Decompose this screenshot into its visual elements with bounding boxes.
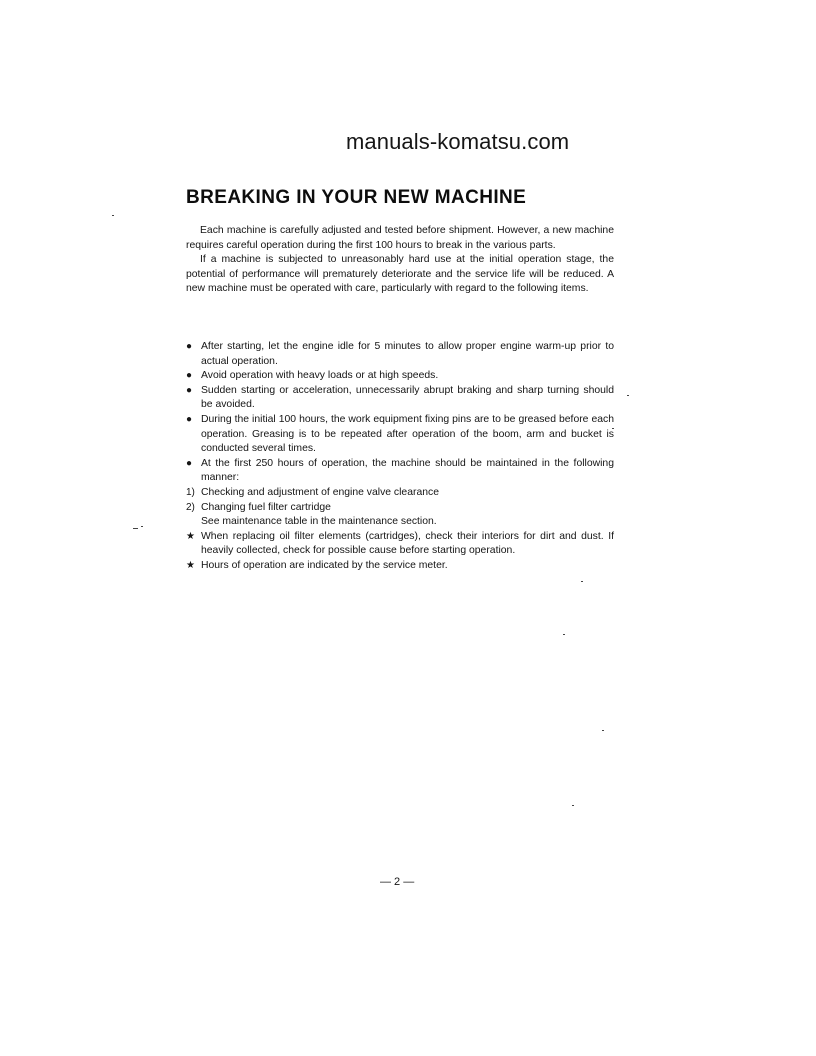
watermark: manuals-komatsu.com (346, 129, 570, 154)
list-item-text: At the first 250 hours of operation, the machine should be maintained in the following manner: (201, 457, 614, 484)
list-item-text: During the initial 100 hours, the work equipment fixing pins are to be greased before each operation. Greasing is to be repeated after operation of the boom, arm and bucket is conducted several times. (201, 413, 614, 455)
list-item-text: Sudden starting or acceleration, unnecessarily abrupt braking and sharp turning should be avoided. (201, 384, 614, 411)
list-item (186, 457, 614, 486)
scan-speck (112, 215, 114, 216)
item-number: 2) (186, 501, 195, 513)
numbered-item (186, 501, 614, 516)
bullet-icon: ● (186, 413, 193, 425)
bullet-icon: ● (186, 370, 193, 382)
intro-section (186, 224, 614, 297)
list-item-text: After starting, let the engine idle for 5 minutes to allow proper engine warm-up prior to actual operation. (201, 341, 614, 367)
scan-speck (141, 526, 143, 527)
scan-speck (581, 581, 583, 582)
intro-paragraph: Each machine is carefully adjusted and tested before shipment. However, a new machine requires careful operation during the first 100 hours to break in the various parts. (186, 225, 614, 251)
break-in-items-list (186, 340, 614, 574)
list-item (186, 340, 614, 369)
list-item (186, 369, 614, 384)
list-item-text: Avoid operation with heavy loads or at high speeds. (201, 370, 439, 382)
scan-speck (602, 730, 604, 731)
bullet-icon: ● (186, 457, 193, 469)
star-note (186, 530, 614, 559)
maintenance-reference-note (186, 515, 614, 530)
list-item-text: Hours of operation are indicated by the service meter. (201, 559, 448, 571)
star-icon: ★ (186, 530, 195, 542)
list-item (186, 413, 614, 457)
bullet-icon: ● (186, 341, 193, 352)
scan-speck (627, 395, 629, 396)
list-item-text: Checking and adjustment of engine valve clearance (201, 486, 439, 498)
bullet-icon: ● (186, 384, 193, 396)
list-item-text: When replacing oil filter elements (cartridges), check their interiors for dirt and dust. If heavily collected, check for possible cause before starting operation. (201, 530, 614, 557)
star-note (186, 559, 614, 574)
page-number: — 2 — (380, 876, 415, 888)
page-title: BREAKING IN YOUR NEW MACHINE (186, 187, 527, 208)
item-number: 1) (186, 486, 195, 498)
list-item-text: See maintenance table in the maintenance section. (201, 516, 437, 528)
numbered-item (186, 486, 614, 501)
scan-speck (563, 634, 565, 635)
scan-speck (572, 805, 574, 806)
list-item (186, 384, 614, 413)
scan-speck (612, 428, 614, 429)
intro-paragraph: If a machine is subjected to unreasonably hard use at the initial operation stage, the potential of performance will prematurely deteriorate and the service life will be reduced. A new machine must be operated with care, particularly with regard to the following items. (186, 254, 614, 295)
list-item-text: Changing fuel filter cartridge (201, 501, 331, 513)
star-icon: ★ (186, 559, 195, 571)
scan-speck (133, 528, 138, 529)
